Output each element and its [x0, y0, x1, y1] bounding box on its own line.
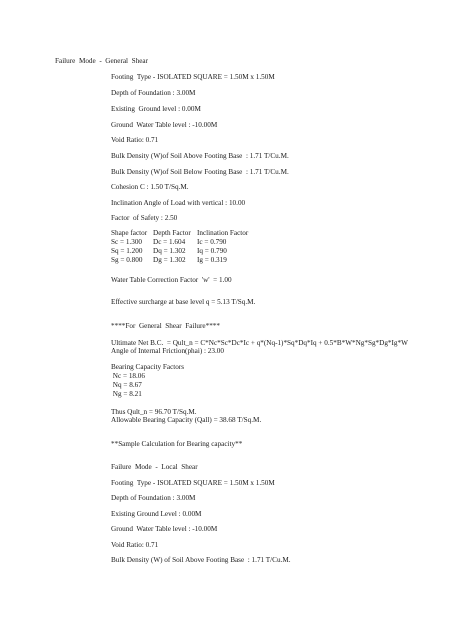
table-cell: Sg = 0.800: [111, 256, 143, 264]
water-table-correction: Water Table Correction Factor 'w' = 1.00: [111, 276, 232, 284]
inclination-angle: Inclination Angle of Load with vertical : 10.00: [111, 199, 246, 207]
bearing-capacity-factors: [111, 363, 184, 399]
table-cell: Inclination Factor: [197, 229, 249, 237]
bcf-heading: Bearing Capacity Factors: [111, 363, 185, 371]
table-cell: Ig = 0.319: [197, 256, 227, 264]
local-existing-ground-level: Existing Ground Level : 0.00M: [111, 510, 202, 518]
existing-ground-level: Existing Ground level : 0.00M: [111, 105, 201, 113]
ground-water-table: Ground Water Table level : -10.00M: [111, 121, 218, 129]
depth-of-foundation: Depth of Foundation : 3.00M: [111, 89, 196, 97]
table-cell: Depth Factor: [153, 229, 191, 237]
cohesion: Cohesion C : 1.50 T/Sq.M.: [111, 183, 189, 191]
nq-value: Nq = 8.67: [111, 381, 142, 389]
local-depth-of-foundation: Depth of Foundation : 3.00M: [111, 494, 196, 502]
table-cell: Sc = 1.300: [111, 238, 143, 246]
bulk-density-below: Bulk Density (W)of Soil Below Footing Base : 1.71 T/Cu.M.: [111, 168, 289, 176]
local-bulk-density-above: Bulk Density (W) of Soil Above Footing Base : 1.71 T/Cu.M.: [111, 556, 291, 564]
local-footing-type: Footing Type - ISOLATED SQUARE = 1.50M x 1.50M: [111, 479, 275, 487]
table-cell: Dc = 1.604: [153, 238, 186, 246]
table-cell: Sq = 1.200: [111, 247, 143, 255]
bulk-density-above: Bulk Density (W)of Soil Above Footing Base : 1.71 T/Cu.M.: [111, 152, 289, 160]
local-void-ratio: Void Ratio: 0.71: [111, 541, 159, 549]
factor-of-safety: Factor of Safety : 2.50: [111, 214, 178, 222]
sample-calc-heading: **Sample Calculation for Bearing capacity**: [111, 440, 243, 448]
general-shear-heading: ****For General Shear Failure****: [111, 322, 220, 330]
ultimate-bc-formula: Ultimate Net B.C. = Qult_n = C*Nc*Sc*Dc*Ic + q*(Nq-1)*Sq*Dq*Iq + 0.5*B*W*Ng*Sg*Dg*Ig*W: [111, 339, 408, 347]
local-ground-water-table: Ground Water Table level : -10.00M: [111, 525, 218, 533]
nc-value: Nc = 18.06: [111, 372, 145, 380]
effective-surcharge: Effective surcharge at base level q = 5.13 T/Sq.M.: [111, 298, 256, 306]
table-cell: Dq = 1.302: [153, 247, 186, 255]
table-cell: Iq = 0.790: [197, 247, 227, 255]
failure-mode-general: Failure Mode - General Shear: [55, 57, 149, 65]
void-ratio: Void Ratio: 0.71: [111, 136, 159, 144]
qall-result: Allowable Bearing Capacity (Qall) = 38.68 T/Sq.M.: [111, 416, 262, 424]
table-cell: Ic = 0.790: [197, 238, 227, 246]
footing-type: Footing Type - ISOLATED SQUARE = 1.50M x 1.50M: [111, 73, 275, 81]
internal-friction-angle: Angle of Internal Friction(phai) : 23.00: [111, 347, 224, 355]
failure-mode-local: Failure Mode - Local Shear: [111, 463, 198, 471]
table-cell: Shape factor: [111, 229, 148, 237]
ng-value: Ng = 8.21: [111, 390, 142, 398]
table-cell: Dg = 1.302: [153, 256, 186, 264]
qult-result: Thus Qult_n = 96.70 T/Sq.M.: [111, 408, 197, 416]
